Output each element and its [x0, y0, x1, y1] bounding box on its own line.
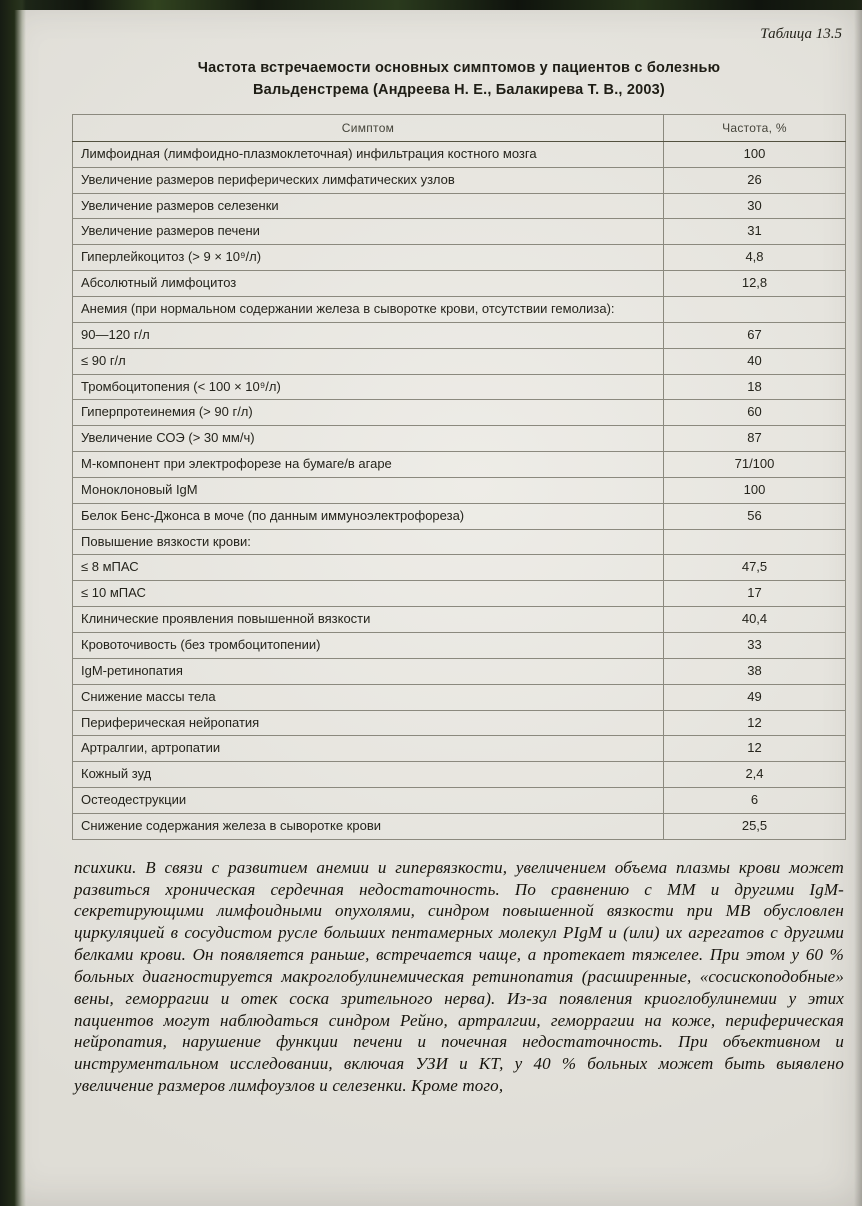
table-title-line1: Частота встречаемости основных симптомов у пациентов с болезнью — [197, 60, 721, 76]
frequency-cell: 87 — [664, 426, 846, 452]
symptom-cell: Кровоточивость (без тромбоцитопении) — [73, 632, 664, 658]
symptom-cell: IgM-ретинопатия — [73, 658, 664, 684]
table-row — [73, 322, 846, 348]
frequency-cell: 100 — [664, 141, 846, 167]
symptom-cell: ≤ 10 мПАС — [73, 581, 664, 607]
symptom-cell: Кожный зуд — [73, 762, 664, 788]
frequency-cell: 100 — [664, 477, 846, 503]
symptom-cell: Увеличение размеров периферических лимфатических узлов — [73, 167, 664, 193]
table-row — [73, 632, 846, 658]
frequency-cell: 56 — [664, 503, 846, 529]
symptom-cell: Увеличение размеров печени — [73, 219, 664, 245]
symptom-cell: Увеличение размеров селезенки — [73, 193, 664, 219]
table-title-line2: Вальденстрема (Андреева Н. Е., Балакирева Т. В., 2003) — [253, 82, 665, 99]
scan-edge-right — [854, 0, 862, 1206]
frequency-cell — [664, 297, 846, 323]
symptom-cell: М-компонент при электрофорезе на бумаге/в агаре — [73, 452, 664, 478]
frequency-cell: 6 — [664, 788, 846, 814]
table-row — [73, 762, 846, 788]
page-content — [72, 26, 846, 1097]
frequency-cell: 12 — [664, 710, 846, 736]
table-row — [73, 426, 846, 452]
table-row — [73, 245, 846, 271]
symptom-cell: Повышение вязкости крови: — [73, 529, 664, 555]
table-row — [73, 684, 846, 710]
table-row — [73, 607, 846, 633]
table-row — [73, 736, 846, 762]
symptom-cell: Снижение массы тела — [73, 684, 664, 710]
frequency-cell: 12 — [664, 736, 846, 762]
table-row — [73, 581, 846, 607]
symptom-frequency-table — [72, 114, 846, 840]
scan-edge-top — [0, 0, 862, 10]
symptom-cell: ≤ 8 мПАС — [73, 555, 664, 581]
frequency-cell: 71/100 — [664, 452, 846, 478]
table-row — [73, 219, 846, 245]
table-row — [73, 193, 846, 219]
symptom-cell: Остеодеструкции — [73, 788, 664, 814]
column-header-frequency: Частота, % — [664, 114, 846, 141]
table-row — [73, 141, 846, 167]
frequency-cell: 25,5 — [664, 813, 846, 839]
frequency-cell: 26 — [664, 167, 846, 193]
table-row — [73, 813, 846, 839]
frequency-cell: 31 — [664, 219, 846, 245]
symptom-cell: Лимфоидная (лимфоидно-плазмоклеточная) инфильтрация костного мозга — [73, 141, 664, 167]
frequency-cell: 33 — [664, 632, 846, 658]
symptom-cell: Моноклоновый IgM — [73, 477, 664, 503]
frequency-cell: 38 — [664, 658, 846, 684]
table-row — [73, 400, 846, 426]
frequency-cell: 40,4 — [664, 607, 846, 633]
frequency-cell: 40 — [664, 348, 846, 374]
symptom-cell: Белок Бенс-Джонса в моче (по данным иммуноэлектрофореза) — [73, 503, 664, 529]
frequency-cell: 67 — [664, 322, 846, 348]
symptom-cell: ≤ 90 г/л — [73, 348, 664, 374]
table-row — [73, 710, 846, 736]
table-row — [73, 297, 846, 323]
frequency-cell: 17 — [664, 581, 846, 607]
symptom-cell: Тромбоцитопения (< 100 × 10⁹/л) — [73, 374, 664, 400]
frequency-cell: 30 — [664, 193, 846, 219]
table-row — [73, 167, 846, 193]
table-row — [73, 503, 846, 529]
frequency-cell: 47,5 — [664, 555, 846, 581]
symptom-cell: Снижение содержания железа в сыворотке крови — [73, 813, 664, 839]
table-row — [73, 658, 846, 684]
frequency-cell — [664, 529, 846, 555]
symptom-cell: Периферическая нейропатия — [73, 710, 664, 736]
frequency-cell: 2,4 — [664, 762, 846, 788]
table-header — [73, 114, 846, 141]
table-row — [73, 452, 846, 478]
table-row — [73, 348, 846, 374]
frequency-cell: 18 — [664, 374, 846, 400]
frequency-cell: 4,8 — [664, 245, 846, 271]
frequency-cell: 60 — [664, 400, 846, 426]
symptom-cell: 90—120 г/л — [73, 322, 664, 348]
table-row — [73, 529, 846, 555]
symptom-cell: Анемия (при нормальном содержании железа в сыворотке крови, отсутствии гемолиза): — [73, 297, 664, 323]
symptom-cell: Абсолютный лимфоцитоз — [73, 271, 664, 297]
frequency-cell: 49 — [664, 684, 846, 710]
symptom-cell: Гиперпротеинемия (> 90 г/л) — [73, 400, 664, 426]
scan-edge-left — [0, 0, 26, 1206]
table-row — [73, 788, 846, 814]
symptom-cell: Увеличение СОЭ (> 30 мм/ч) — [73, 426, 664, 452]
symptom-cell: Гиперлейкоцитоз (> 9 × 10⁹/л) — [73, 245, 664, 271]
body-paragraph: психики. В связи с развитием анемии и гипервязкости, увеличением объема плазмы крови может развиться хроническая сердечная недостаточность. По сравнению с ММ и другими IgM-секретирующими лимфоидными опухолями, синдром повышенной вязкости при МВ обусловлен циркуляцией в сосудистом русле больших пентамерных молекул PIgM и (или) их агрегатов с другими белками крови. Он появляется раньше, встречается чаще, а протекает тяжелее. При этом у 60 % больных диагностируется макроглобулинемическая ретинопатия (расширенные, «сосископодобные» вены, геморрагии и отек соска зрительного нерва). Из-за появления криоглобулинемии у этих пациентов могут наблюдаться синдром Рейно, артралгии, геморрагии на коже, периферическая нейропатия, нарушение функции печени и почечная недостаточность. При объективном и инструментальном исследовании, включая УЗИ и КТ, у 40 % больных может быть выявлено увеличение размеров лимфоузлов и селезенки. Кроме того, — [74, 857, 844, 1096]
column-header-symptom: Симптом — [73, 114, 664, 141]
table-row — [73, 555, 846, 581]
table-title — [102, 57, 816, 102]
frequency-cell: 12,8 — [664, 271, 846, 297]
table-row — [73, 477, 846, 503]
symptom-cell: Клинические проявления повышенной вязкости — [73, 607, 664, 633]
symptom-cell: Артралгии, артропатии — [73, 736, 664, 762]
table-row — [73, 374, 846, 400]
table-caption: Таблица 13.5 — [760, 26, 842, 42]
table-row — [73, 271, 846, 297]
symptom-table-body — [73, 141, 846, 839]
